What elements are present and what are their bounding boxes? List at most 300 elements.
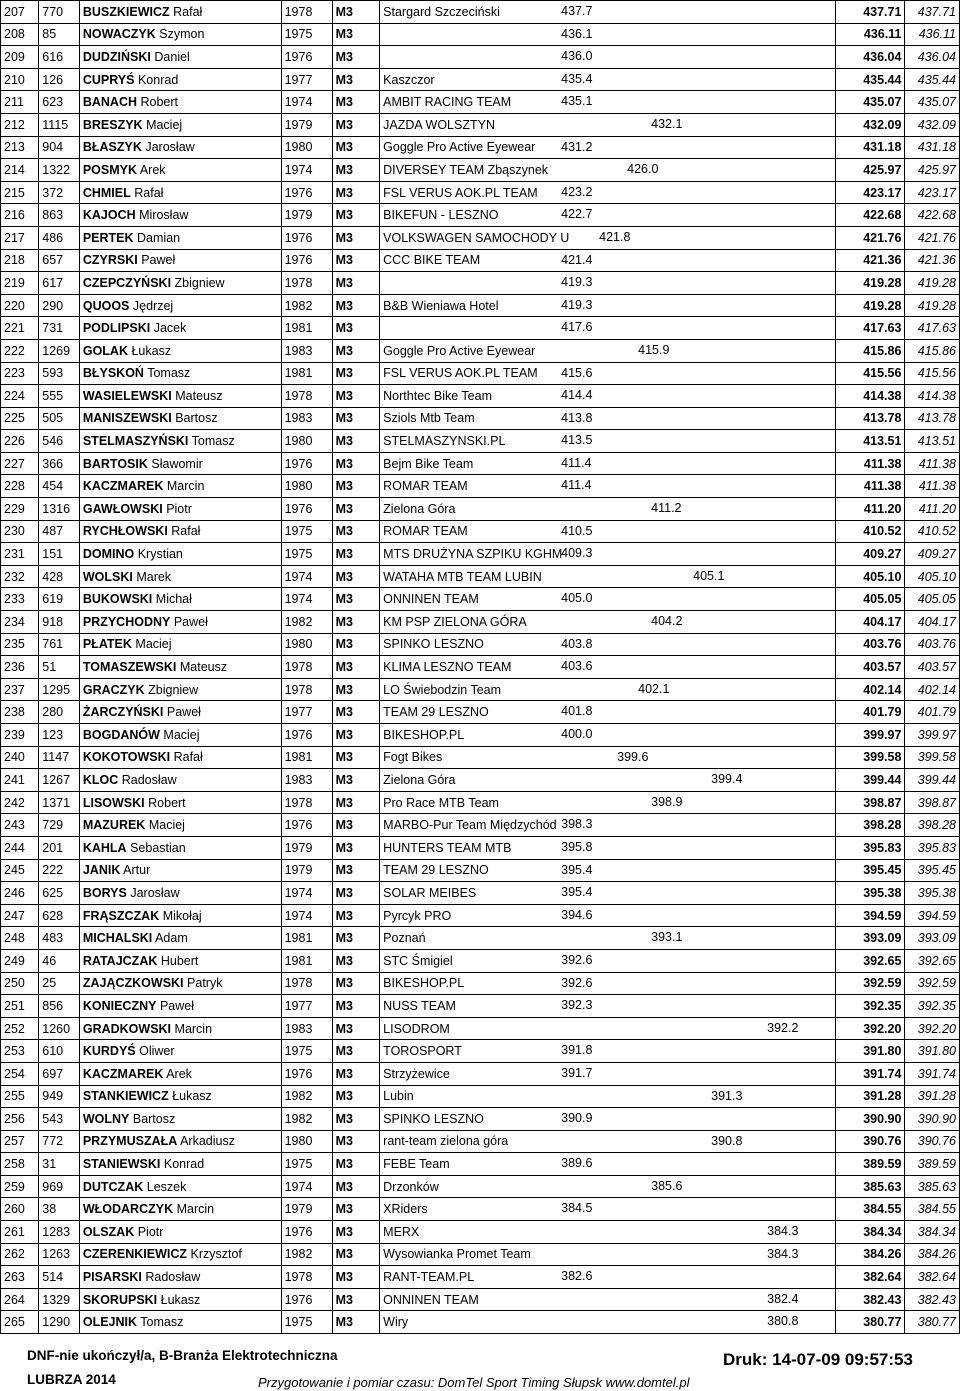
table-row xyxy=(1,339,960,362)
best-score-cell: 385.63 xyxy=(835,1175,905,1198)
competitor-name-cell xyxy=(79,430,281,453)
surname: BANACH xyxy=(82,95,138,110)
table-row xyxy=(1,1,960,24)
first-name: Maciej xyxy=(163,727,200,742)
bib-number-cell: 904 xyxy=(39,136,80,159)
stage-points: 413.8 xyxy=(561,410,593,425)
position-cell: 211 xyxy=(1,91,39,114)
competitor-name-cell xyxy=(79,927,281,950)
first-name: Mateusz xyxy=(179,660,228,675)
birth-year-cell: 1976 xyxy=(281,226,332,249)
category-cell: M3 xyxy=(332,1017,380,1040)
best-score-cell: 410.52 xyxy=(835,520,905,543)
table-row xyxy=(1,1017,960,1040)
stage-points: 435.4 xyxy=(561,71,593,86)
birth-year-cell: 1978 xyxy=(281,272,332,295)
stage-points: 422.7 xyxy=(561,207,593,222)
team-name: Goggle Pro Active Eyewear xyxy=(383,140,536,155)
category-cell: M3 xyxy=(332,701,380,724)
total-score-cell: 391.28 xyxy=(905,1085,960,1108)
stage-points: 390.8 xyxy=(711,1133,743,1148)
stage-points: 382.6 xyxy=(561,1269,593,1284)
best-score-cell: 393.09 xyxy=(835,927,905,950)
category-cell: M3 xyxy=(332,633,380,656)
category-cell: M3 xyxy=(332,678,380,701)
total-score-cell: 436.11 xyxy=(905,23,960,46)
total-score-cell: 419.28 xyxy=(905,272,960,295)
competitor-name-cell xyxy=(79,407,281,430)
category-cell: M3 xyxy=(332,23,380,46)
total-score-cell: 413.78 xyxy=(905,407,960,430)
team-cell xyxy=(380,1198,836,1221)
team-name: STC Śmigiel xyxy=(383,953,453,968)
position-cell: 261 xyxy=(1,1221,39,1244)
surname: WŁODARCZYK xyxy=(82,1202,174,1217)
team-cell xyxy=(380,181,836,204)
total-score-cell: 415.56 xyxy=(905,362,960,385)
stage-points: 399.6 xyxy=(617,749,649,764)
best-score-cell: 395.45 xyxy=(835,859,905,882)
team-cell xyxy=(380,1130,836,1153)
category-cell: M3 xyxy=(332,317,380,340)
birth-year-cell: 1983 xyxy=(281,407,332,430)
team-name: HUNTERS TEAM MTB xyxy=(383,840,512,855)
team-name: TOROSPORT xyxy=(383,1044,462,1059)
table-row xyxy=(1,949,960,972)
team-cell xyxy=(380,746,836,769)
stage-points: 431.2 xyxy=(561,139,593,154)
team-name: Zielona Góra xyxy=(383,501,456,516)
surname: KAHLA xyxy=(82,840,127,855)
total-score-cell: 415.86 xyxy=(905,339,960,362)
surname: PŁATEK xyxy=(82,637,132,652)
best-score-cell: 419.28 xyxy=(835,272,905,295)
position-cell: 256 xyxy=(1,1108,39,1131)
surname: OLSZAK xyxy=(82,1224,135,1239)
best-score-cell: 391.80 xyxy=(835,1040,905,1063)
category-cell: M3 xyxy=(332,113,380,136)
surname: GAWŁOWSKI xyxy=(82,501,163,516)
team-name: KM PSP ZIELONA GÓRA xyxy=(383,614,527,629)
table-row xyxy=(1,46,960,69)
surname: GRACZYK xyxy=(82,682,145,697)
surname: WOLSKI xyxy=(82,569,133,584)
table-row xyxy=(1,1311,960,1334)
competitor-name-cell xyxy=(79,362,281,385)
bib-number-cell: 1316 xyxy=(39,498,80,521)
competitor-name-cell xyxy=(79,882,281,905)
total-score-cell: 384.26 xyxy=(905,1243,960,1266)
competitor-name-cell xyxy=(79,68,281,91)
first-name: Marcin xyxy=(166,479,205,494)
surname: WOLNY xyxy=(82,1111,130,1126)
category-cell: M3 xyxy=(332,249,380,272)
team-name: BIKESHOP.PL xyxy=(383,727,465,742)
birth-year-cell: 1974 xyxy=(281,1175,332,1198)
surname: BORYS xyxy=(82,885,127,900)
first-name: Daniel xyxy=(154,49,190,64)
position-cell: 244 xyxy=(1,836,39,859)
surname: CZERENKIEWICZ xyxy=(82,1247,188,1262)
competitor-name-cell xyxy=(79,498,281,521)
birth-year-cell: 1976 xyxy=(281,1221,332,1244)
position-cell: 262 xyxy=(1,1243,39,1266)
stage-points: 405.0 xyxy=(561,591,593,606)
table-row xyxy=(1,317,960,340)
team-name: Sziols Mtb Team xyxy=(383,411,475,426)
best-score-cell: 419.28 xyxy=(835,294,905,317)
total-score-cell: 405.10 xyxy=(905,565,960,588)
total-score-cell: 380.77 xyxy=(905,1311,960,1334)
table-row xyxy=(1,1221,960,1244)
bib-number-cell: 454 xyxy=(39,475,80,498)
birth-year-cell: 1974 xyxy=(281,904,332,927)
team-name: Poznań xyxy=(383,931,426,946)
stage-points: 436.0 xyxy=(561,49,593,64)
competitor-name-cell xyxy=(79,1130,281,1153)
team-cell xyxy=(380,317,836,340)
first-name: Robert xyxy=(140,95,179,110)
best-score-cell: 398.87 xyxy=(835,791,905,814)
first-name: Krystian xyxy=(137,547,183,562)
category-cell: M3 xyxy=(332,565,380,588)
category-cell: M3 xyxy=(332,430,380,453)
position-cell: 215 xyxy=(1,181,39,204)
first-name: Szymon xyxy=(159,27,205,42)
best-score-cell: 382.64 xyxy=(835,1266,905,1289)
first-name: Mateusz xyxy=(175,388,223,403)
table-row xyxy=(1,91,960,114)
first-name: Marcin xyxy=(174,1021,213,1036)
category-cell: M3 xyxy=(332,226,380,249)
competitor-name-cell xyxy=(79,859,281,882)
bib-number-cell: 46 xyxy=(39,949,80,972)
surname: DUDZIŃSKI xyxy=(82,49,151,64)
first-name: Arkadiusz xyxy=(180,1134,235,1149)
position-cell: 263 xyxy=(1,1266,39,1289)
team-name: MARBO-Pur Team Międzychód xyxy=(383,818,557,833)
category-cell: M3 xyxy=(332,339,380,362)
surname: POSMYK xyxy=(82,162,138,177)
best-score-cell: 392.59 xyxy=(835,972,905,995)
bib-number-cell: 38 xyxy=(39,1198,80,1221)
surname: WASIELEWSKI xyxy=(82,388,172,403)
best-score-cell: 404.17 xyxy=(835,611,905,634)
birth-year-cell: 1981 xyxy=(281,317,332,340)
team-name: KLIMA LESZNO TEAM xyxy=(383,660,512,675)
surname: QUOOS xyxy=(82,298,130,313)
position-cell: 236 xyxy=(1,656,39,679)
team-cell xyxy=(380,1288,836,1311)
category-cell: M3 xyxy=(332,836,380,859)
surname: BARTOSIK xyxy=(82,456,148,471)
bib-number-cell: 593 xyxy=(39,362,80,385)
team-cell xyxy=(380,543,836,566)
team-cell xyxy=(380,362,836,385)
competitor-name-cell xyxy=(79,949,281,972)
team-cell xyxy=(380,972,836,995)
surname: JANIK xyxy=(82,863,121,878)
table-row xyxy=(1,452,960,475)
bib-number-cell: 949 xyxy=(39,1085,80,1108)
total-score-cell: 435.44 xyxy=(905,68,960,91)
team-name: Stargard Szczeciński xyxy=(383,4,500,19)
total-score-cell: 391.74 xyxy=(905,1062,960,1085)
stage-points: 384.3 xyxy=(767,1224,799,1239)
best-score-cell: 395.38 xyxy=(835,882,905,905)
table-row xyxy=(1,611,960,634)
bib-number-cell: 222 xyxy=(39,859,80,882)
best-score-cell: 422.68 xyxy=(835,204,905,227)
first-name: Piotr xyxy=(166,501,192,516)
total-score-cell: 411.38 xyxy=(905,475,960,498)
birth-year-cell: 1977 xyxy=(281,995,332,1018)
stage-points: 390.9 xyxy=(561,1111,593,1126)
team-name: Wysowianka Promet Team xyxy=(383,1247,531,1262)
first-name: Sebastian xyxy=(130,840,186,855)
bib-number-cell: 617 xyxy=(39,272,80,295)
team-name: ROMAR TEAM xyxy=(383,479,468,494)
team-cell xyxy=(380,1266,836,1289)
team-name: Strzyżewice xyxy=(383,1066,450,1081)
birth-year-cell: 1976 xyxy=(281,1288,332,1311)
table-row xyxy=(1,927,960,950)
table-row xyxy=(1,904,960,927)
competitor-name-cell xyxy=(79,1085,281,1108)
stage-points: 395.8 xyxy=(561,839,593,854)
first-name: Maciej xyxy=(146,117,183,132)
position-cell: 222 xyxy=(1,339,39,362)
competitor-name-cell xyxy=(79,995,281,1018)
first-name: Rafał xyxy=(173,750,203,765)
team-name: NUSS TEAM xyxy=(383,998,456,1013)
team-cell xyxy=(380,407,836,430)
best-score-cell: 411.20 xyxy=(835,498,905,521)
birth-year-cell: 1975 xyxy=(281,520,332,543)
birth-year-cell: 1981 xyxy=(281,927,332,950)
birth-year-cell: 1978 xyxy=(281,1,332,24)
total-score-cell: 401.79 xyxy=(905,701,960,724)
competitor-name-cell xyxy=(79,46,281,69)
surname: MANISZEWSKI xyxy=(82,411,172,426)
team-name: MTS DRUŻYNA SZPIKU KGHM xyxy=(383,547,563,562)
team-cell xyxy=(380,113,836,136)
first-name: Sławomir xyxy=(151,456,203,471)
first-name: Arek xyxy=(139,162,166,177)
best-score-cell: 390.90 xyxy=(835,1108,905,1131)
position-cell: 259 xyxy=(1,1175,39,1198)
stage-points: 435.1 xyxy=(561,94,593,109)
position-cell: 260 xyxy=(1,1198,39,1221)
birth-year-cell: 1982 xyxy=(281,1085,332,1108)
first-name: Arek xyxy=(166,1066,192,1081)
category-cell: M3 xyxy=(332,1153,380,1176)
birth-year-cell: 1982 xyxy=(281,611,332,634)
team-cell xyxy=(380,136,836,159)
birth-year-cell: 1974 xyxy=(281,565,332,588)
category-cell: M3 xyxy=(332,1130,380,1153)
first-name: Łukasz xyxy=(131,343,172,358)
competitor-name-cell xyxy=(79,226,281,249)
team-cell xyxy=(380,949,836,972)
total-score-cell: 422.68 xyxy=(905,204,960,227)
best-score-cell: 435.07 xyxy=(835,91,905,114)
bib-number-cell: 657 xyxy=(39,249,80,272)
birth-year-cell: 1983 xyxy=(281,769,332,792)
stage-points: 403.6 xyxy=(561,659,593,674)
total-score-cell: 399.44 xyxy=(905,769,960,792)
team-cell xyxy=(380,272,836,295)
team-name: AMBIT RACING TEAM xyxy=(383,95,512,110)
best-score-cell: 421.76 xyxy=(835,226,905,249)
table-row xyxy=(1,1085,960,1108)
first-name: Patryk xyxy=(187,976,223,991)
total-score-cell: 384.34 xyxy=(905,1221,960,1244)
total-score-cell: 392.20 xyxy=(905,1017,960,1040)
bib-number-cell: 856 xyxy=(39,995,80,1018)
bib-number-cell: 1322 xyxy=(39,159,80,182)
competitor-name-cell xyxy=(79,1198,281,1221)
category-cell: M3 xyxy=(332,181,380,204)
team-name: WATAHA MTB TEAM LUBIN xyxy=(383,569,542,584)
competitor-name-cell xyxy=(79,746,281,769)
team-name: TEAM 29 LESZNO xyxy=(383,705,489,720)
team-cell xyxy=(380,68,836,91)
total-score-cell: 392.59 xyxy=(905,972,960,995)
bib-number-cell: 729 xyxy=(39,814,80,837)
team-cell xyxy=(380,769,836,792)
position-cell: 212 xyxy=(1,113,39,136)
team-name: CCC BIKE TEAM xyxy=(383,253,481,268)
stage-points: 423.2 xyxy=(561,184,593,199)
position-cell: 239 xyxy=(1,724,39,747)
competitor-name-cell xyxy=(79,520,281,543)
team-name: STELMASZYNSKI.PL xyxy=(383,434,506,449)
birth-year-cell: 1976 xyxy=(281,1062,332,1085)
best-score-cell: 402.14 xyxy=(835,678,905,701)
position-cell: 249 xyxy=(1,949,39,972)
team-cell xyxy=(380,611,836,634)
bib-number-cell: 772 xyxy=(39,1130,80,1153)
position-cell: 247 xyxy=(1,904,39,927)
table-row xyxy=(1,136,960,159)
competitor-name-cell xyxy=(79,972,281,995)
best-score-cell: 411.38 xyxy=(835,452,905,475)
position-cell: 219 xyxy=(1,272,39,295)
best-score-cell: 405.05 xyxy=(835,588,905,611)
stage-points: 389.6 xyxy=(561,1156,593,1171)
surname: CZEPCZYŃSKI xyxy=(82,275,172,290)
table-row xyxy=(1,430,960,453)
position-cell: 207 xyxy=(1,1,39,24)
bib-number-cell: 731 xyxy=(39,317,80,340)
bib-number-cell: 969 xyxy=(39,1175,80,1198)
team-name: Northtec Bike Team xyxy=(383,388,493,403)
team-name: ONNINEN TEAM xyxy=(383,592,479,607)
bib-number-cell: 514 xyxy=(39,1266,80,1289)
first-name: Jarosław xyxy=(130,885,180,900)
team-cell xyxy=(380,1221,836,1244)
first-name: Artur xyxy=(123,863,151,878)
table-row xyxy=(1,678,960,701)
team-name: Kaszczor xyxy=(383,72,435,87)
category-cell: M3 xyxy=(332,656,380,679)
surname: GOLAK xyxy=(82,343,128,358)
surname: KURDYŚ xyxy=(82,1044,136,1059)
position-cell: 231 xyxy=(1,543,39,566)
competitor-name-cell xyxy=(79,272,281,295)
surname: GRADKOWSKI xyxy=(82,1021,172,1036)
category-cell: M3 xyxy=(332,1198,380,1221)
surname: BRESZYK xyxy=(82,117,143,132)
team-name: XRiders xyxy=(383,1202,428,1217)
position-cell: 217 xyxy=(1,226,39,249)
competitor-name-cell xyxy=(79,588,281,611)
table-row xyxy=(1,1288,960,1311)
position-cell: 246 xyxy=(1,882,39,905)
position-cell: 226 xyxy=(1,430,39,453)
total-score-cell: 423.17 xyxy=(905,181,960,204)
table-row xyxy=(1,701,960,724)
position-cell: 255 xyxy=(1,1085,39,1108)
stage-points: 411.2 xyxy=(651,501,682,516)
bib-number-cell: 625 xyxy=(39,882,80,905)
position-cell: 216 xyxy=(1,204,39,227)
bib-number-cell: 280 xyxy=(39,701,80,724)
total-score-cell: 431.18 xyxy=(905,136,960,159)
surname: RATAJCZAK xyxy=(82,953,158,968)
best-score-cell: 398.28 xyxy=(835,814,905,837)
position-cell: 237 xyxy=(1,678,39,701)
category-cell: M3 xyxy=(332,1311,380,1334)
stage-points: 392.6 xyxy=(561,952,593,967)
category-cell: M3 xyxy=(332,949,380,972)
competitor-name-cell xyxy=(79,339,281,362)
stage-points: 380.8 xyxy=(767,1314,799,1329)
total-score-cell: 395.45 xyxy=(905,859,960,882)
surname: PISARSKI xyxy=(82,1270,142,1285)
table-row xyxy=(1,724,960,747)
total-score-cell: 399.58 xyxy=(905,746,960,769)
competitor-name-cell xyxy=(79,904,281,927)
total-score-cell: 411.38 xyxy=(905,452,960,475)
competitor-name-cell xyxy=(79,565,281,588)
surname: LISOWSKI xyxy=(82,795,145,810)
team-name: B&B Wieniawa Hotel xyxy=(383,298,499,313)
bib-number-cell: 123 xyxy=(39,724,80,747)
birth-year-cell: 1980 xyxy=(281,633,332,656)
birth-year-cell: 1976 xyxy=(281,498,332,521)
first-name: Piotr xyxy=(137,1224,164,1239)
total-score-cell: 425.97 xyxy=(905,159,960,182)
best-score-cell: 431.18 xyxy=(835,136,905,159)
category-cell: M3 xyxy=(332,882,380,905)
table-row xyxy=(1,498,960,521)
competitor-name-cell xyxy=(79,656,281,679)
best-score-cell: 382.43 xyxy=(835,1288,905,1311)
category-cell: M3 xyxy=(332,927,380,950)
team-name: FEBE Team xyxy=(383,1157,450,1172)
competitor-name-cell xyxy=(79,91,281,114)
birth-year-cell: 1974 xyxy=(281,882,332,905)
first-name: Leszek xyxy=(146,1179,187,1194)
table-row xyxy=(1,1175,960,1198)
bib-number-cell: 1260 xyxy=(39,1017,80,1040)
position-cell: 218 xyxy=(1,249,39,272)
category-cell: M3 xyxy=(332,769,380,792)
total-score-cell: 421.36 xyxy=(905,249,960,272)
first-name: Paweł xyxy=(173,614,208,629)
